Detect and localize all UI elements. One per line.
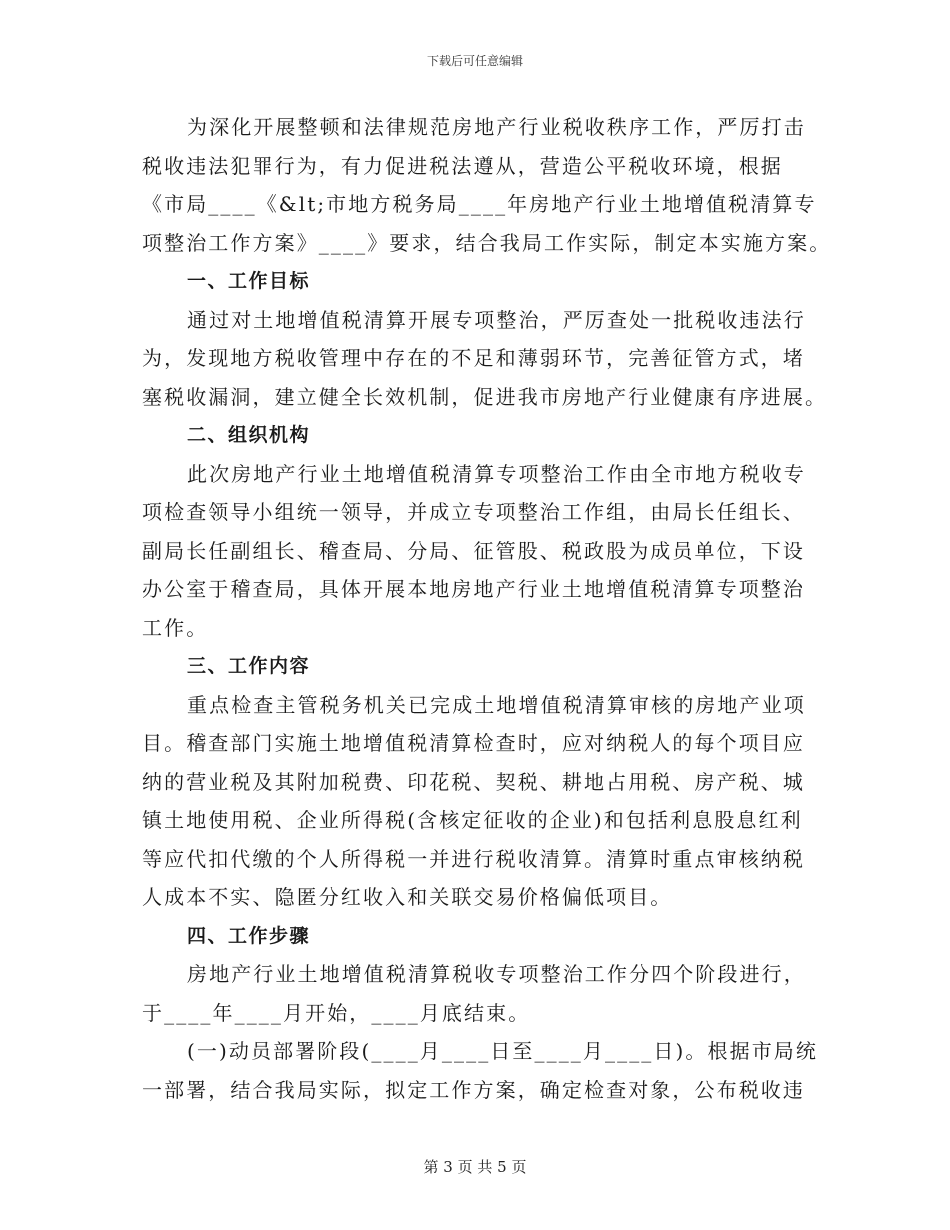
page-number: 第 3 页 共 5 页 [423, 1158, 527, 1176]
paragraph-line: 一部署，结合我局实际，拟定工作方案，确定检查对象，公布税收违 [142, 1077, 805, 1102]
paragraph-line: (一)动员部署阶段(____月____日至____月____日)。根据市局统 [187, 1039, 819, 1063]
paragraph-line: 此次房地产行业土地增值税清算专项整治工作由全市地方税收专 [187, 461, 806, 486]
paragraph-line: 重点检查主管税务机关已完成土地增值税清算审核的房地产业项 [187, 692, 806, 717]
paragraph-line: 通过对土地增值税清算开展专项整治，严厉查处一批税收违法行 [187, 307, 806, 332]
section-heading-goals: 一、工作目标 [187, 270, 311, 292]
paragraph-line: 塞税收漏洞，建立健全长效机制，促进我市房地产行业健康有序进展。 [142, 384, 828, 409]
paragraph-line: 《市局____《&lt;市地方税务局____年房地产行业土地增值税清算专 [142, 192, 817, 216]
paragraph-line: 镇土地使用税、企业所得税(含核定征收的企业)和包括利息股息红利 [142, 808, 803, 832]
paragraph-line: 项检查领导小组统一领导，并成立专项整治工作组，由局长任组长、 [142, 500, 805, 524]
paragraph-line: 工作。 [142, 615, 209, 640]
paragraph-line: 项整治工作方案》____》要求，结合我局工作实际，制定本实施方案。 [142, 230, 832, 255]
paragraph-line: 目。稽查部门实施土地增值税清算检查时，应对纳税人的每个项目应 [142, 731, 805, 755]
paragraph-line: 为，发现地方税收管理中存在的不足和薄弱环节，完善征管方式，堵 [142, 346, 805, 370]
paragraph-line: 副局长任副组长、稽查局、分局、征管股、税政股为成员单位，下设 [142, 538, 805, 563]
section-heading-organization: 二、组织机构 [187, 424, 311, 446]
paragraph-line: 房地产行业土地增值税清算税收专项整治工作分四个阶段进行， [187, 962, 806, 986]
paragraph-line: 人成本不实、隐匿分红收入和关联交易价格偏低项目。 [142, 885, 673, 909]
paragraph-line: 为深化开展整顿和法律规范房地产行业税收秩序工作，严厉打击 [187, 115, 806, 139]
paragraph-line: 于____年____月开始，____月底结束。 [142, 1000, 531, 1025]
paragraph-line: 纳的营业税及其附加税费、印花税、契税、耕地占用税、房产税、城 [142, 769, 805, 794]
section-heading-content: 三、工作内容 [187, 655, 311, 677]
paragraph-line: 等应代扣代缴的个人所得税一并进行税收清算。清算时重点审核纳税 [142, 846, 805, 871]
paragraph-line: 办公室于稽查局，具体开展本地房地产行业土地增值税清算专项整治 [142, 577, 805, 601]
page-header: 下载后可任意编辑 [426, 54, 523, 68]
section-heading-steps: 四、工作步骤 [187, 924, 311, 947]
document-body [142, 108, 832, 1109]
paragraph-line: 税收违法犯罪行为，有力促进税法遵从，营造公平税收环境，根据 [142, 153, 783, 178]
